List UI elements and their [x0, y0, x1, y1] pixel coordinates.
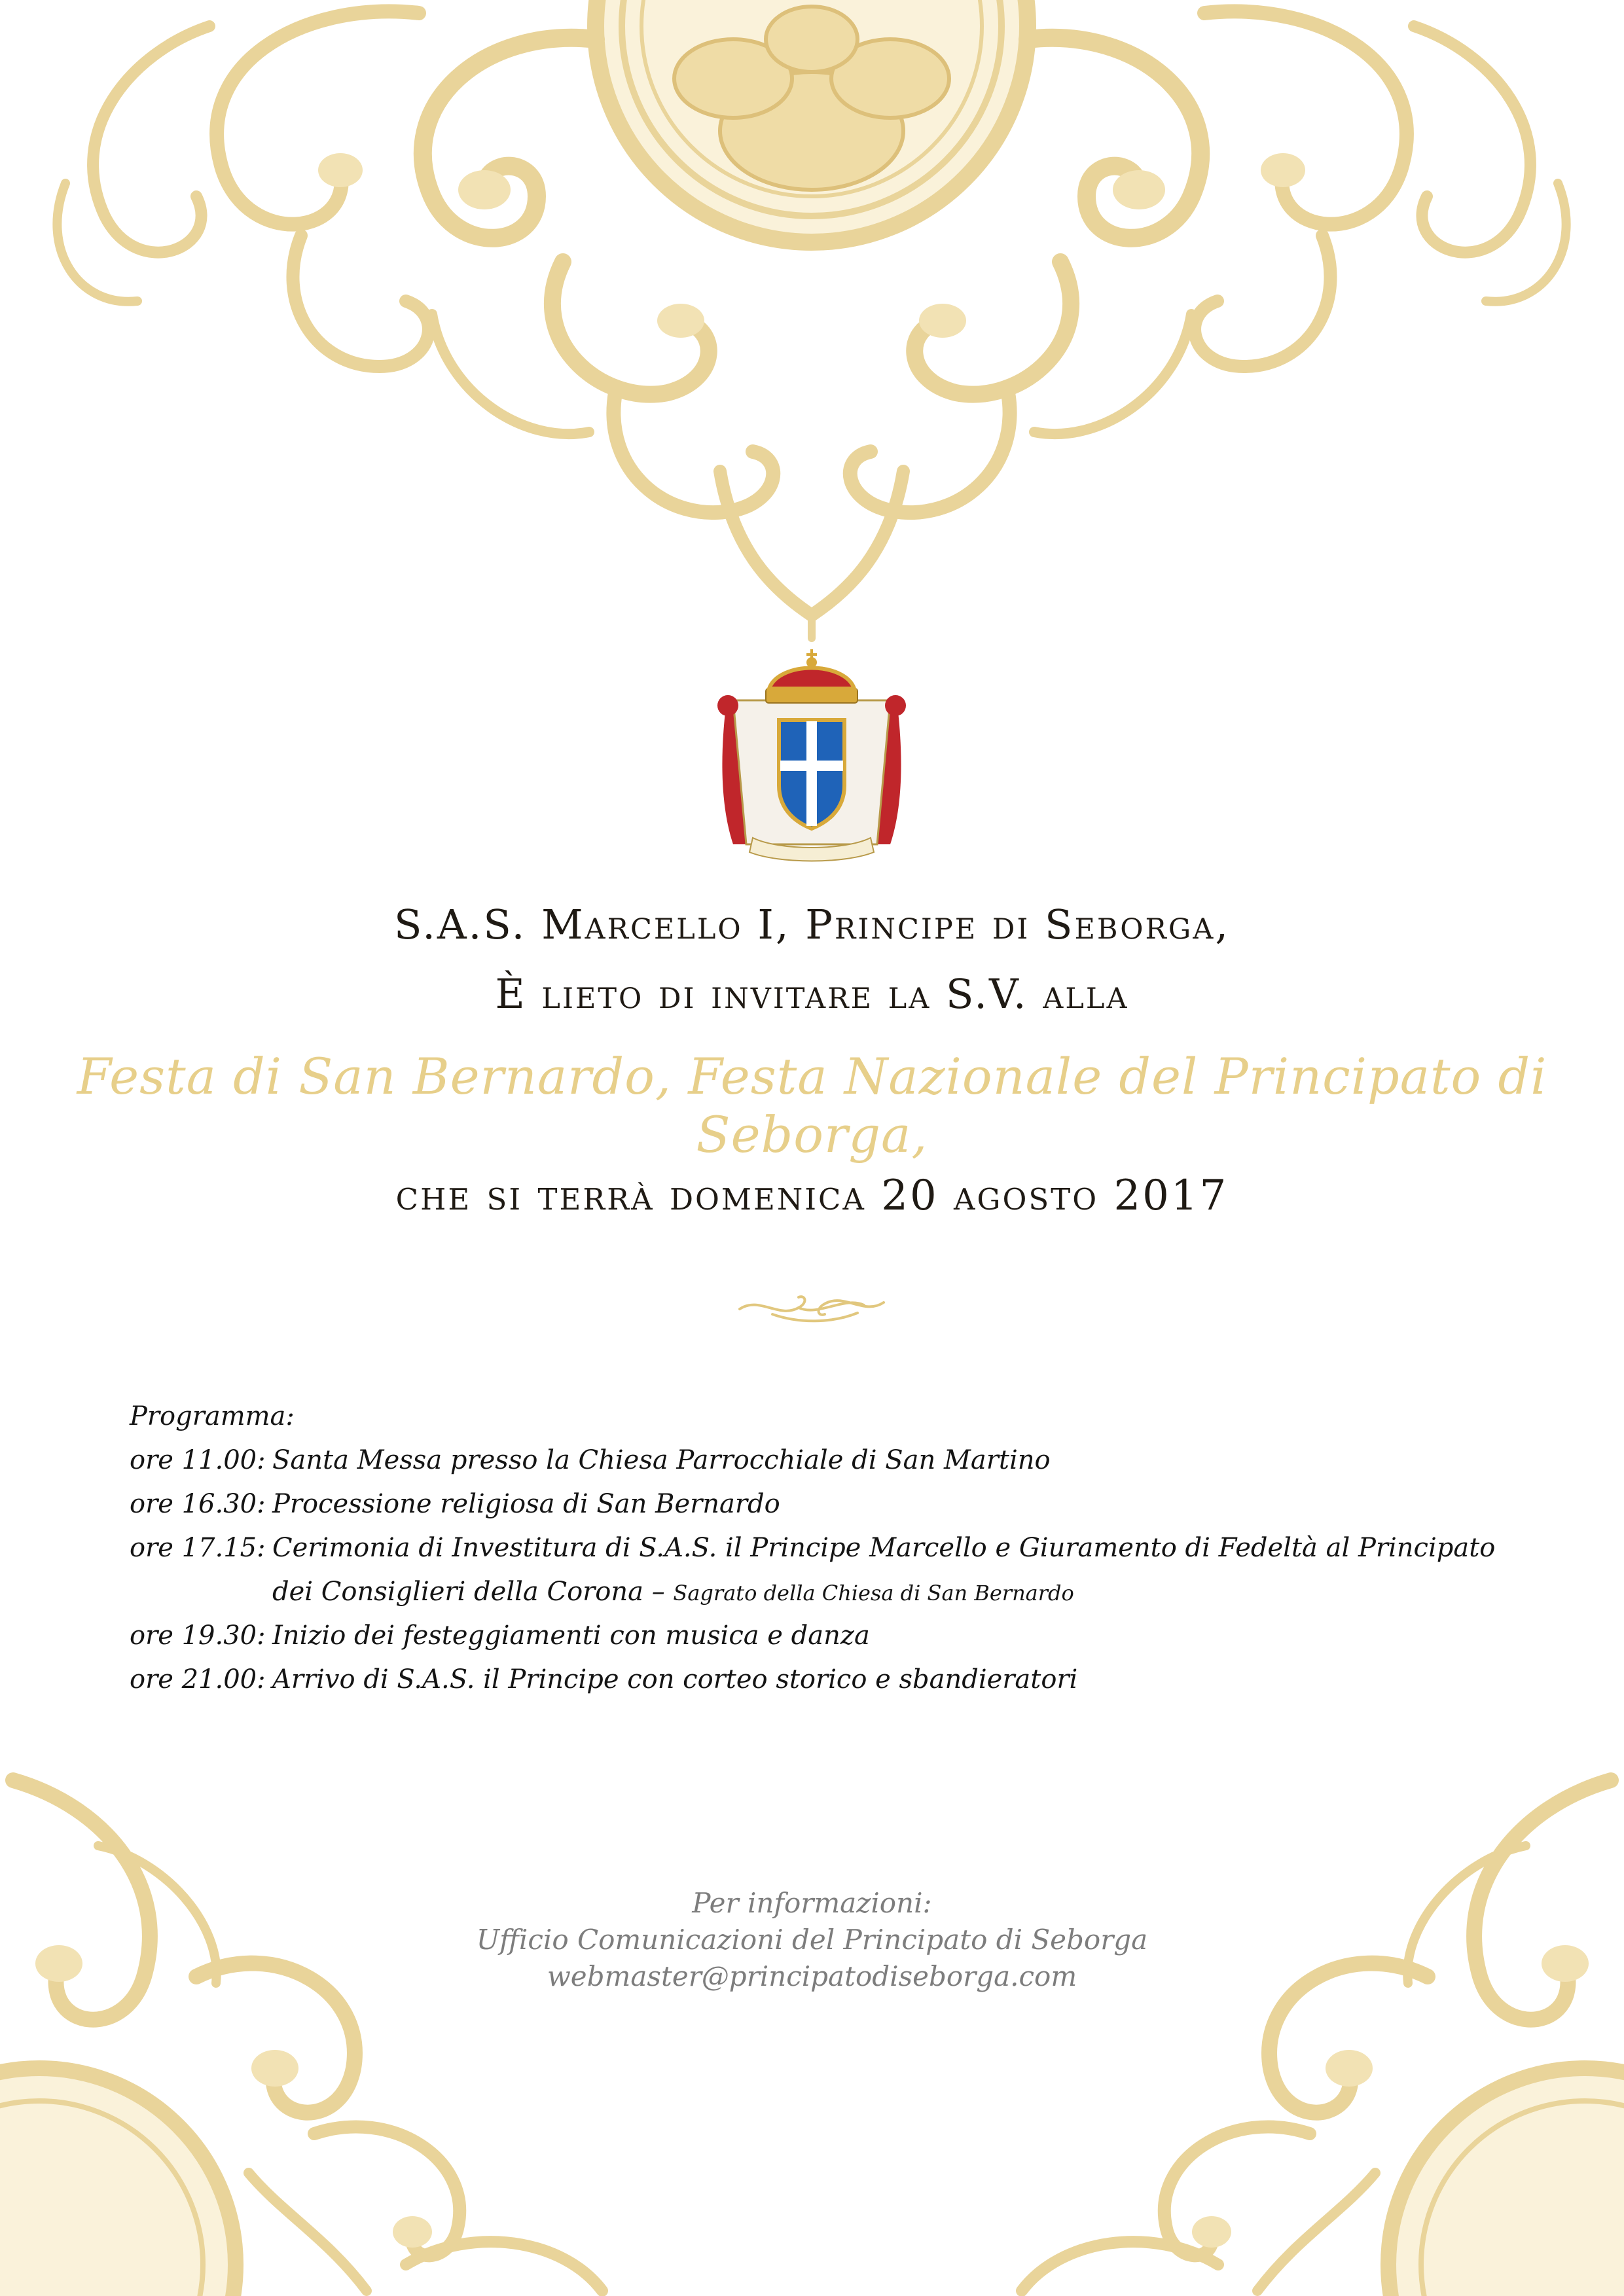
invitation-text-line: È lieto di invitare la S.V. alla: [495, 970, 1129, 1018]
programme-item: [130, 1482, 1537, 1526]
contact-section: [0, 1885, 1624, 1995]
event-title: Festa di San Bernardo, Festa Nazionale del Principato di Seborga,: [77, 1047, 1547, 1164]
programme-item: [130, 1657, 1537, 1701]
baroque-ornament-top-icon: [26, 0, 1597, 641]
programme-desc: Processione religiosa di San Bernardo: [272, 1488, 780, 1519]
programme-desc: Arrivo di S.A.S. il Principe con corteo storico e sbandieratori: [272, 1664, 1078, 1695]
invitation-host-line: S.A.S. Marcello I, Principe di Seborga,: [393, 901, 1231, 948]
programme-item-continuation: [130, 1570, 1537, 1613]
programme-time: ore 16.30:: [130, 1488, 266, 1519]
programme-desc: Inizio dei festeggiamenti con musica e danza: [272, 1620, 870, 1651]
programme-time: ore 17.15:: [130, 1532, 266, 1563]
baroque-ornament-bottom-right-icon: [956, 1767, 1624, 2296]
programme-item: [130, 1526, 1537, 1570]
coat-of-arms-icon: [707, 648, 916, 870]
programme-section: [130, 1394, 1537, 1701]
programme-desc: Santa Messa presso la Chiesa Parrocchiale di San Martino: [272, 1444, 1051, 1475]
programme-time: ore 11.00:: [130, 1444, 266, 1475]
programme-time: ore 21.00:: [130, 1664, 266, 1695]
programme-desc: dei Consiglieri della Corona –: [272, 1576, 674, 1607]
programme-item: [130, 1438, 1537, 1482]
flourish-divider-icon: [733, 1283, 890, 1329]
contact-label: Per informazioni:: [692, 1887, 932, 1919]
contact-email-link[interactable]: webmaster@principatodiseborga.com: [547, 1960, 1077, 1992]
contact-office: Ufficio Comunicazioni del Principato di Seborga: [476, 1924, 1148, 1956]
programme-time: ore 19.30:: [130, 1620, 266, 1651]
baroque-ornament-bottom-left-icon: [0, 1767, 668, 2296]
event-date-line: che si terrà domenica 20 agosto 2017: [395, 1172, 1229, 1220]
programme-item: [130, 1613, 1537, 1657]
programme-location-note: Sagrato della Chiesa di San Bernardo: [673, 1580, 1074, 1605]
programme-heading: Programma:: [130, 1401, 295, 1431]
programme-desc: Cerimonia di Investitura di S.A.S. il Principe Marcello e Giuramento di Fedeltà al Principato: [272, 1532, 1496, 1563]
